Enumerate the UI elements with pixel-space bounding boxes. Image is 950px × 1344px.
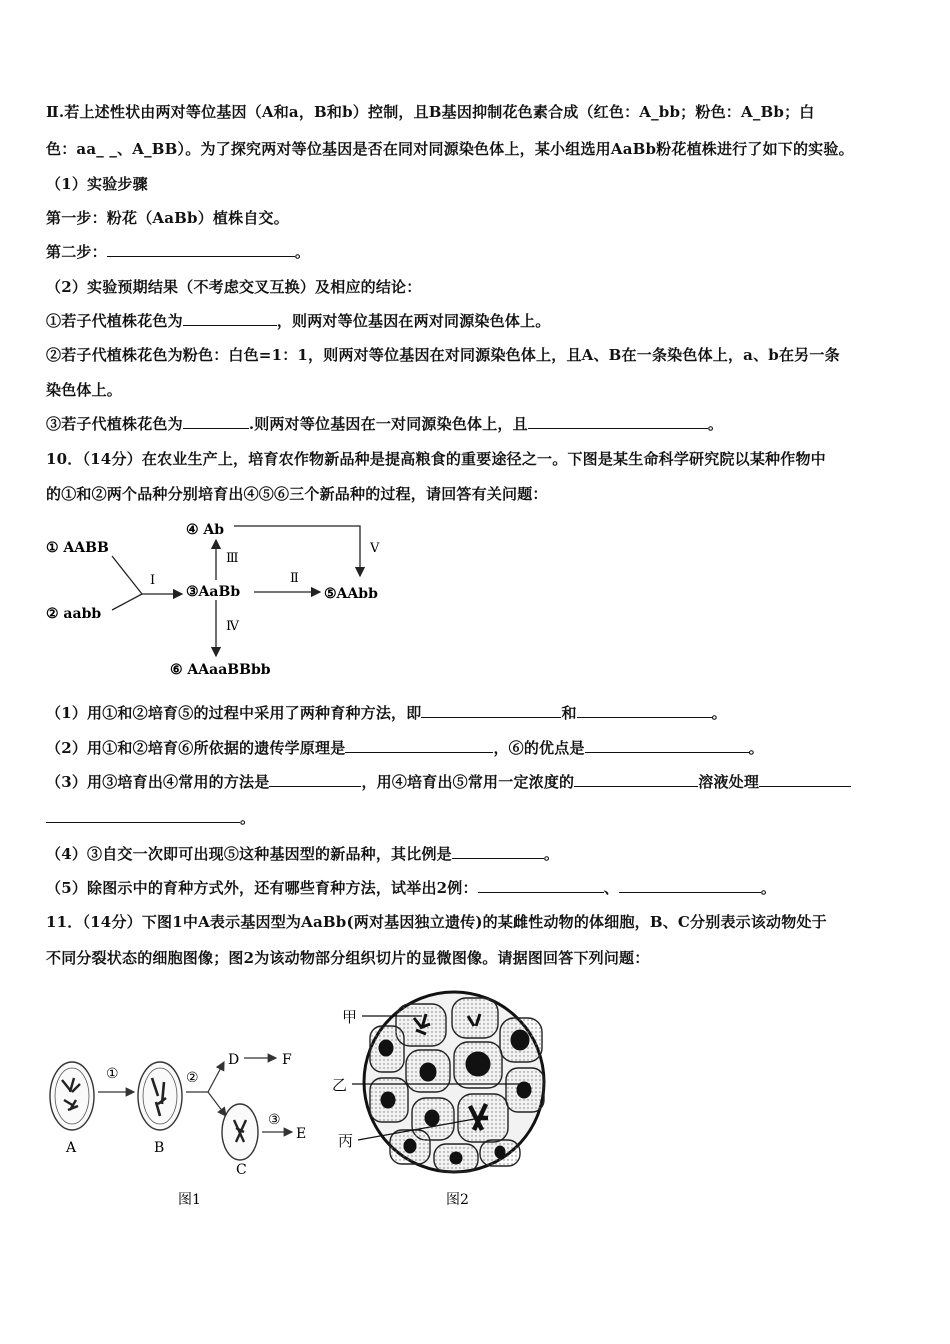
step-label-2: Ⅱ [290,571,299,586]
text-line: 的①和②两个品种分别培育出④⑤⑥三个新品种的过程，请回答有关问题： [46,485,548,503]
text-line [46,843,916,865]
answer-blank[interactable] [421,702,561,718]
label-yi: 乙 [332,1076,348,1094]
answer-blank[interactable] [107,241,295,257]
answer-blank[interactable] [574,771,698,787]
text-segment: ，⑥的优点是 [493,739,585,757]
step-label-5: Ⅴ [370,541,380,556]
label-2: ② [186,1070,199,1086]
label-d: D [228,1052,240,1068]
text-line [46,241,916,263]
step-label-4: Ⅳ [226,619,239,634]
answer-blank[interactable] [345,737,493,753]
text-line: 10．（14分）在农业生产上，培育农作物新品种是提高粮食的重要途径之一。下图是某生命科学研究院以某种作物中 [46,450,826,468]
text-segment: （1）用①和②培育⑤的过程中采用了两种育种方法，即 [46,704,422,722]
text-line [46,807,916,829]
label-f: F [282,1052,292,1068]
cell-b [138,1062,182,1130]
label-a: A [66,1140,77,1156]
text-segment: 、 [603,879,619,897]
label-bing: 丙 [338,1132,354,1150]
breeding-diagram [40,512,400,682]
text-segment: 。 [294,243,311,261]
label-jia: 甲 [342,1008,358,1026]
text-segment: ①若子代植株花色为 [46,312,183,330]
text-segment: （2）用①和②培育⑥所依据的遗传学原理是 [46,739,346,757]
cross-line-1 [112,556,142,594]
text-segment: 和 [561,704,577,722]
node-ab: ④ Ab [186,522,225,538]
text-line: Ⅱ.若上述性状由两对等位基因（A和a，B和b）控制，且B基因抑制花色素合成（红色：A_bb；粉色：A_Bb；白 [46,103,815,121]
text-line: 不同分裂状态的细胞图像；图2为该动物部分组织切片的显微图像。请据图回答下列问题： [46,949,650,967]
step-label-3: Ⅲ [226,551,239,566]
text-segment: （3）用③培育出④常用的方法是 [46,773,270,791]
node-aaaabbbb: ⑥ AAaaBBbb [170,662,271,678]
answer-blank[interactable] [183,310,277,326]
text-line: 染色体上。 [46,381,123,399]
text-line [46,737,916,759]
cross-line-2 [112,594,142,610]
text-segment: ③若子代植株花色为 [46,415,183,433]
step-label-1: Ⅰ [150,573,156,588]
text-segment: 。 [240,809,256,827]
text-segment: 。 [707,415,724,433]
node-aabb-2: ② aabb [46,606,102,622]
label-3: ③ [268,1112,281,1128]
figure-2-micrograph [330,990,560,1212]
figure-1-cell-division [40,1038,320,1210]
answer-blank[interactable] [619,877,761,893]
text-line: 色：aa_ _、A_BB）。为了探究两对等位基因是否在同对同源染色体上，某小组选用AaBb粉花植株进行了如下的实验。 [46,140,854,158]
text-line [46,413,916,435]
label-c: C [236,1162,247,1178]
figure-1-caption: 图1 [178,1192,201,1208]
answer-blank[interactable] [452,843,544,859]
answer-blank[interactable] [46,807,240,823]
text-segment: 。 [760,879,777,897]
arrow-2-to-c [208,1092,226,1116]
text-segment: （4）③自交一次即可出现⑤这种基因型的新品种，其比例是 [46,845,452,863]
node-aabb-3: ③AaBb [186,584,241,600]
answer-blank[interactable] [577,702,712,718]
text-segment: 。 [711,704,727,722]
text-segment: 溶液处理 [698,773,760,791]
text-line [46,877,916,899]
answer-blank[interactable] [269,771,361,787]
text-segment: ，用④培育出⑤常用一定浓度的 [361,773,575,791]
node-aabb-1: ① AABB [46,540,109,556]
text-segment: 。 [748,739,764,757]
text-segment: 第二步： [46,243,107,261]
text-line [46,702,916,724]
text-line: ②若子代植株花色为粉色：白色=1：1，则两对等位基因在对同源染色体上，且A、B在一条染色体上，a、b在另一条 [46,346,840,364]
label-1: ① [106,1066,119,1082]
text-segment: ，则两对等位基因在两对同源染色体上。 [276,312,551,330]
answer-blank[interactable] [759,771,851,787]
cell-a [50,1062,94,1130]
answer-blank[interactable] [183,413,249,429]
text-segment: .则两对等位基因在一对同源染色体上，且 [248,415,528,433]
label-e: E [296,1126,307,1142]
text-line [46,310,916,332]
text-line: 第一步：粉花（AaBb）植株自交。 [46,209,289,227]
answer-blank[interactable] [478,877,604,893]
text-segment: （5）除图示中的育种方式外，还有哪些育种方法，试举出2例： [46,879,478,897]
figure-2-caption: 图2 [446,1192,469,1208]
text-segment: 。 [543,845,560,863]
label-b: B [154,1140,165,1156]
node-aabb-5: ⑤AAbb [324,586,378,602]
answer-blank[interactable] [528,413,708,429]
text-line: （2）实验预期结果（不考虑交叉互换）及相应的结论： [46,278,422,296]
arrow-step-5 [234,526,360,576]
answer-blank[interactable] [585,737,749,753]
text-line [46,771,916,793]
text-line: 11．（14分）下图1中A表示基因型为AaBb(两对基因独立遗传)的某雌性动物的体细胞，B、C分别表示该动物处于 [46,913,827,931]
text-line: （1）实验步骤 [46,175,148,193]
